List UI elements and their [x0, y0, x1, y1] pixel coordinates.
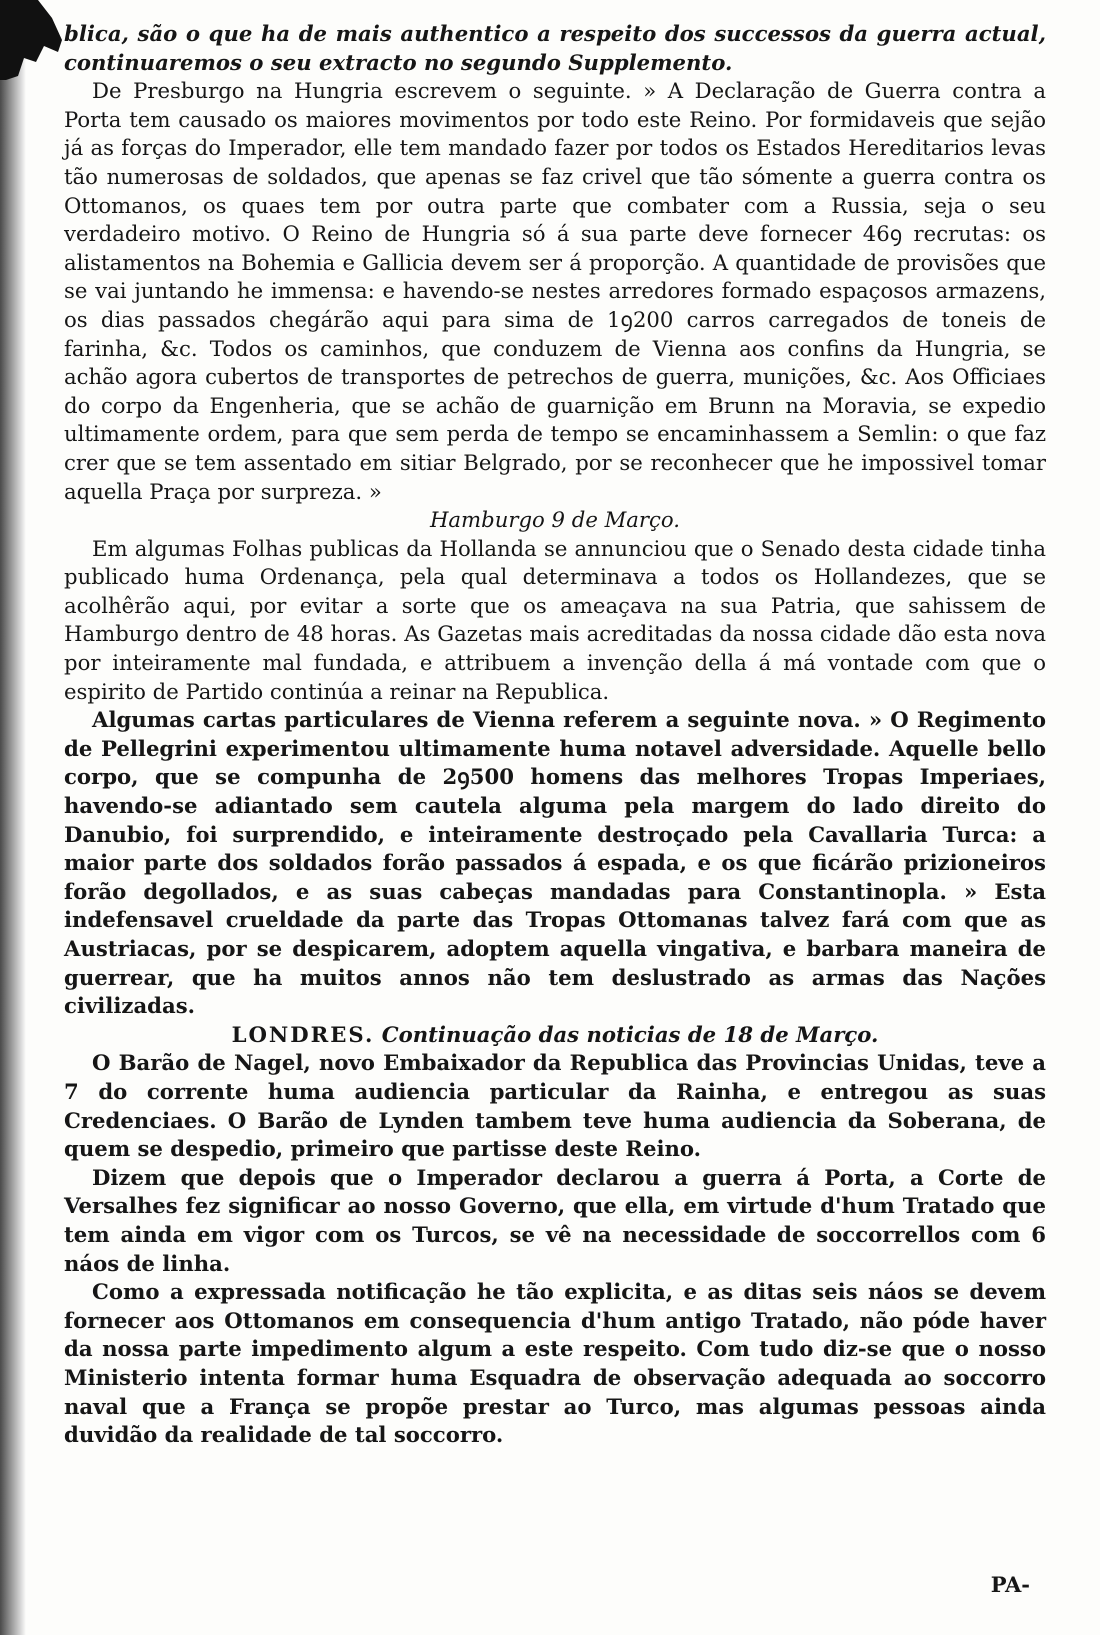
london-subtitle: Continuação das noticias de 18 de Março. — [381, 1021, 879, 1047]
catchword: PA- — [990, 1572, 1030, 1597]
london-city: LONDRES. — [231, 1021, 375, 1047]
hamburg-paragraph-1: Em algumas Folhas publicas da Hollanda se annunciou que o Senado desta cidade tinha publicado huma Ordenança, pela qual determinava a todos os Hollandezes, que se acolhêrão aqui, por evitar a sorte que os ameaçava na sua Patria, que sahissem de Hamburgo dentro de 48 horas. As Gazetas mais acreditadas da nossa cidade dão esta nova por inteiramente mal fundada, e attribuem a invenção della á má vontade com que o espirito de Partido continúa a reinar na Republica. — [64, 535, 1046, 704]
london-dateline — [64, 1021, 1046, 1050]
hamburg-paragraph-2: Algumas cartas particulares de Vienna referem a seguinte nova. » O Regimento de Pellegrini experimentou ultimamente huma notavel adversidade. Aquelle bello corpo, que se compunha de 2ꝯ500 homens das melhores Tropas Imperiaes, havendo-se adiantado sem cautela alguma pela margem do lado direito do Danubio, foi surprendido, e inteiramente destroçado pela Cavallaria Turca: a maior parte dos soldados forão passados á espada, e os que ficárão prizioneiros forão degollados, e as suas cabeças mandadas para Constantinopla. » Esta indefensavel crueldade da parte das Tropas Ottomanas talvez fará com que as Austriacas, por se despicarem, adoptem aquella vingativa, e barbara maneira de guerrear, que ha muitos annos não tem deslustrado as armas das Nações civilizadas. — [64, 707, 1046, 1019]
ink-blot-mark — [0, 0, 70, 80]
pressburg-report: De Presburgo na Hungria escrevem o seguinte. » A Declaração de Guerra contra a Porta tem causado os maiores movimentos por todo este Reino. Por formidaveis que sejão já as forças do Imperador, elle tem mandado fazer por todos os Estados Hereditarios levas tão numerosas de soldados, que apenas se faz crivel que tão sómente a guerra contra os Ottomanos, os quaes tem por outra parte que combater com a Russia, seja o seu verdadeiro motivo. O Reino de Hungria só á sua parte deve fornecer 46ꝯ recrutas: os alistamentos na Bohemia e Gallicia devem ser á proporção. A quantidade de provisões que se vai juntando he immensa: e havendo-se nestes arredores formado espaçosos armazens, os dias passados chegárão aqui para sima de 1ꝯ200 carros carregados de toneis de farinha, &c. Todos os caminhos, que conduzem de Vienna aos confins da Hungria, se achão agora cubertos de transportes de petrechos de guerra, munições, &c. Aos Officiaes do corpo da Engenheria, que se achão de guarnição em Brunn na Moravia, se expedio ultimamente ordem, para que sem perda de tempo se encaminhassem a Semlin: o que faz crer que se tem assentado em sitiar Belgrado, por se reconhecer que he impossivel tomar aquella Praça por surpreza. » — [64, 78, 1046, 504]
binding-shadow — [0, 0, 26, 1635]
intro-paragraph: blica, são o que ha de mais authentico a respeito dos successos da guerra actual, continuaremos o seu extracto no segundo Supplemento. — [64, 21, 1046, 75]
london-paragraph-3: Como a expressada notificação he tão explicita, e as ditas seis náos se devem fornecer aos Ottomanos em consequencia d'hum antigo Tratado, não póde haver da nossa parte impedimento algum a este respeito. Com tudo diz-se que o nosso Ministerio intenta formar huma Esquadra de observação adequada ao soccorro naval que a França se propõe prestar ao Turco, mas algumas pessoas ainda duvidão da realidade de tal soccorro. — [64, 1279, 1046, 1448]
london-paragraph-2: Dizem que depois que o Imperador declarou a guerra á Porta, a Corte de Versalhes fez significar ao nosso Governo, que ella, em virtude d'hum Tratado que tem ainda em vigor com os Turcos, se vê na necessidade de soccorrellos com 6 náos de linha. — [64, 1164, 1046, 1276]
london-paragraph-1: O Barão de Nagel, novo Embaixador da Republica das Provincias Unidas, teve a 7 do corrente huma audiencia particular da Rainha, e entregou as suas Credenciaes. O Barão de Lynden tambem teve huma audiencia da Soberana, de quem se despedio, primeiro que partisse deste Reino. — [64, 1050, 1046, 1162]
article-body — [64, 20, 1046, 1450]
hamburg-dateline: Hamburgo 9 de Março. — [429, 507, 681, 533]
